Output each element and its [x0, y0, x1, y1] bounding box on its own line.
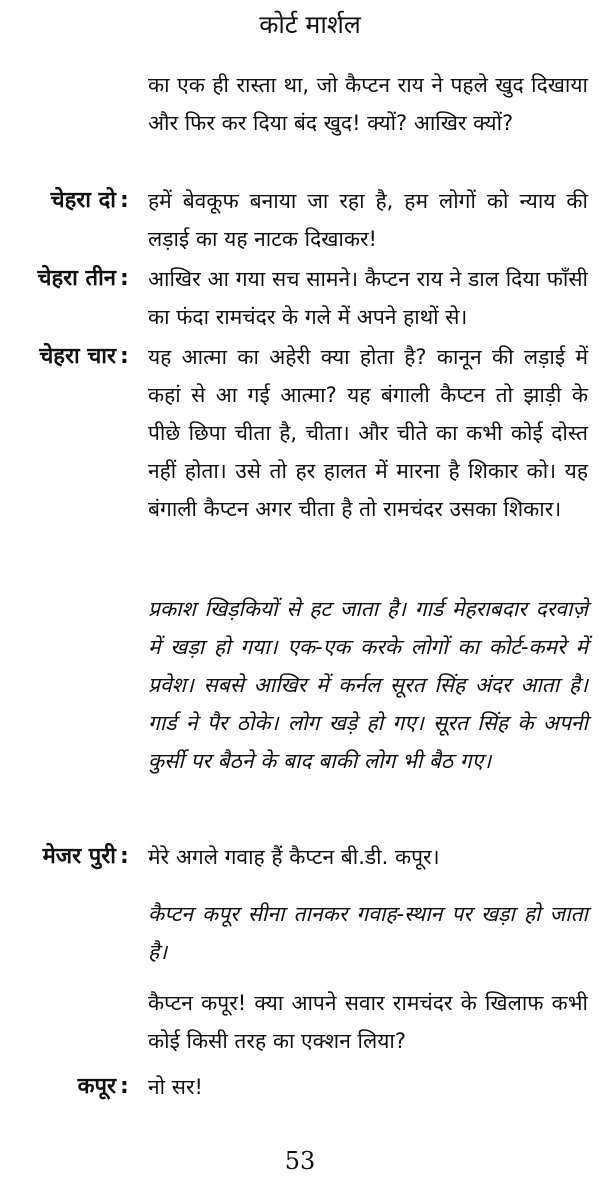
speaker-colon: :: [120, 1074, 129, 1099]
stage-direction-text: कैप्टन कपूर सीना तानकर गवाह-स्थान पर खड़ा हो जाता है।: [148, 902, 588, 964]
speaker-name: चेहरा तीन: [37, 266, 116, 291]
page-number: 53: [284, 1147, 316, 1175]
dialogue-text: कैप्टन कपूर! क्या आपने सवार रामचंदर के खिलाफ कभी कोई किसी तरह का एक्शन लिया?: [148, 991, 588, 1053]
dialogue-text: का एक ही रास्ता था, जो कैप्टन राय ने पहले खुद दिखाया और फिर कर दिया बंद खुद! क्यों? आखिर क्यों?: [148, 73, 588, 135]
dialogue-text: आखिर आ गया सच सामने। कैप्टन राय ने डाल दिया फाँसी का फंदा रामचंदर के गले में अपने हाथों से।: [148, 267, 588, 329]
speaker-name: चेहरा दो: [50, 188, 116, 213]
speaker-name: चेहरा चार: [39, 344, 116, 369]
speaker-name: मेजर पुरी: [42, 844, 116, 869]
dialogue-text: मेरे अगले गवाह हैं कैप्टन बी.डी. कपूर।: [148, 845, 440, 869]
speaker-colon: :: [120, 188, 129, 213]
speaker-colon: :: [120, 844, 129, 869]
stage-direction-text: प्रकाश खिड़कियों से हट जाता है। गार्ड मेहराबदार दरवाज़े में खड़ा हो गया। एक-एक करके लोगों का कोर्ट-कमरे में प्रवेश। सबसे आखिर में कर्नल सूरत सिंह अंदर आता है। गार्ड ने पैर ठोके। लोग खड़े हो गए। सूरत सिंह के अपनी कुर्सी पर बैठने के बाद बाकी लोग भी बैठ गए।: [148, 597, 588, 773]
speaker-colon: :: [120, 344, 129, 369]
dialogue-text: नो सर!: [148, 1075, 203, 1099]
speaker-colon: :: [120, 266, 129, 291]
speaker-name: कपूर: [77, 1074, 116, 1099]
running-head: कोर्ट मार्शल: [259, 10, 361, 39]
dialogue-text: यह आत्मा का अहेरी क्या होता है? कानून की लड़ाई में कहां से आ गई आत्मा? यह बंगाली कैप्टन तो झाड़ी के पीछे छिपा चीता है, चीता। और चीते का कभी कोई दोस्त नहीं होता। उसे तो हर हालत में मारना है शिकार को। यह बंगाली कैप्टन अगर चीता है तो रामचंदर उसका शिकार।: [148, 345, 588, 521]
dialogue-text: हमें बेवकूफ बनाया जा रहा है, हम लोगों को न्याय की लड़ाई का यह नाटक दिखाकर!: [148, 189, 588, 251]
